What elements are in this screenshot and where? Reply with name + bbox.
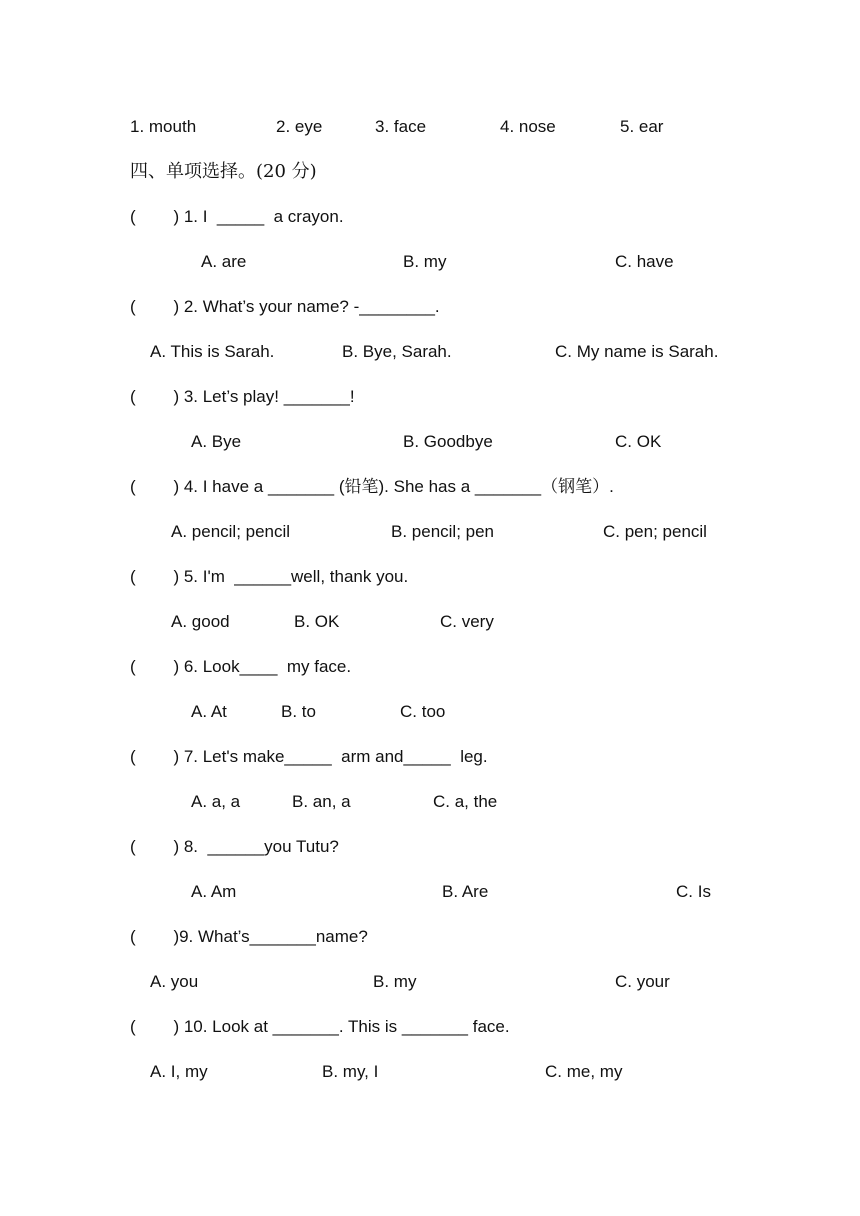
question-stem xyxy=(0,385,860,409)
question-options xyxy=(0,1060,860,1084)
question-text: ( ) 8. ______you Tutu? xyxy=(130,837,339,856)
option-c: C. pen; pencil xyxy=(603,522,707,541)
question-stem xyxy=(0,655,860,679)
question-stem xyxy=(0,295,860,319)
question-options xyxy=(0,880,860,904)
option-a: A. good xyxy=(171,612,230,631)
question-text: ( ) 4. I have a _______ (铅笔). She has a _______（钢笔）. xyxy=(130,477,614,496)
option-c: C. very xyxy=(440,612,494,631)
option-b: B. Goodbye xyxy=(403,432,493,451)
vocab-item: 3. face xyxy=(375,117,427,136)
option-c: C. me, my xyxy=(545,1062,623,1081)
question-stem xyxy=(0,925,860,949)
question-options xyxy=(0,250,860,274)
question-text: ( ) 7. Let's make_____ arm and_____ leg. xyxy=(130,747,488,766)
vocab-item: 1. mouth xyxy=(130,117,197,136)
option-b: B. my xyxy=(373,972,417,991)
option-b: B. to xyxy=(281,702,316,721)
option-a: A. This is Sarah. xyxy=(150,342,275,361)
option-a: A. pencil; pencil xyxy=(171,522,291,541)
question-text: ( ) 6. Look____ my face. xyxy=(130,657,352,676)
question-options xyxy=(0,520,860,544)
option-a: A. I, my xyxy=(150,1062,208,1081)
section-title xyxy=(0,160,860,184)
question-options xyxy=(0,700,860,724)
option-b: B. Bye, Sarah. xyxy=(342,342,452,361)
option-a: A. At xyxy=(191,702,227,721)
vocab-line xyxy=(0,115,860,139)
option-c: C. have xyxy=(615,252,674,271)
vocab-item: 2. eye xyxy=(276,117,323,136)
question-options xyxy=(0,340,860,364)
question-options xyxy=(0,790,860,814)
question-stem xyxy=(0,565,860,589)
option-b: B. my xyxy=(403,252,447,271)
question-stem xyxy=(0,835,860,859)
option-c: C. Is xyxy=(676,882,711,901)
option-b: B. my, I xyxy=(322,1062,379,1081)
option-a: A. you xyxy=(150,972,199,991)
question-text: ( )9. What’s_______name? xyxy=(130,927,368,946)
option-c: C. your xyxy=(615,972,670,991)
question-stem xyxy=(0,475,860,499)
option-c: C. too xyxy=(400,702,446,721)
question-text: ( ) 3. Let’s play! _______! xyxy=(130,387,355,406)
option-b: B. pencil; pen xyxy=(391,522,495,541)
option-b: B. Are xyxy=(442,882,489,901)
question-stem xyxy=(0,745,860,769)
question-options xyxy=(0,970,860,994)
question-options xyxy=(0,610,860,634)
vocab-item: 5. ear xyxy=(620,117,664,136)
option-b: B. OK xyxy=(294,612,340,631)
question-text: ( ) 10. Look at _______. This is _______ face. xyxy=(130,1017,510,1036)
option-a: A. Am xyxy=(191,882,237,901)
vocab-item: 4. nose xyxy=(500,117,556,136)
option-c: C. OK xyxy=(615,432,662,451)
option-a: A. are xyxy=(201,252,247,271)
option-c: C. a, the xyxy=(433,792,498,811)
question-stem xyxy=(0,205,860,229)
question-options xyxy=(0,430,860,454)
question-text: ( ) 2. What’s your name? -________. xyxy=(130,297,440,316)
question-stem xyxy=(0,1015,860,1039)
question-text: ( ) 1. I _____ a crayon. xyxy=(130,207,344,226)
section-title-text: 四、单项选择。(20 分) xyxy=(130,161,317,182)
option-b: B. an, a xyxy=(292,792,351,811)
question-text: ( ) 5. I'm ______well, thank you. xyxy=(130,567,409,586)
option-c: C. My name is Sarah. xyxy=(555,342,719,361)
option-a: A. Bye xyxy=(191,432,242,451)
option-a: A. a, a xyxy=(191,792,241,811)
